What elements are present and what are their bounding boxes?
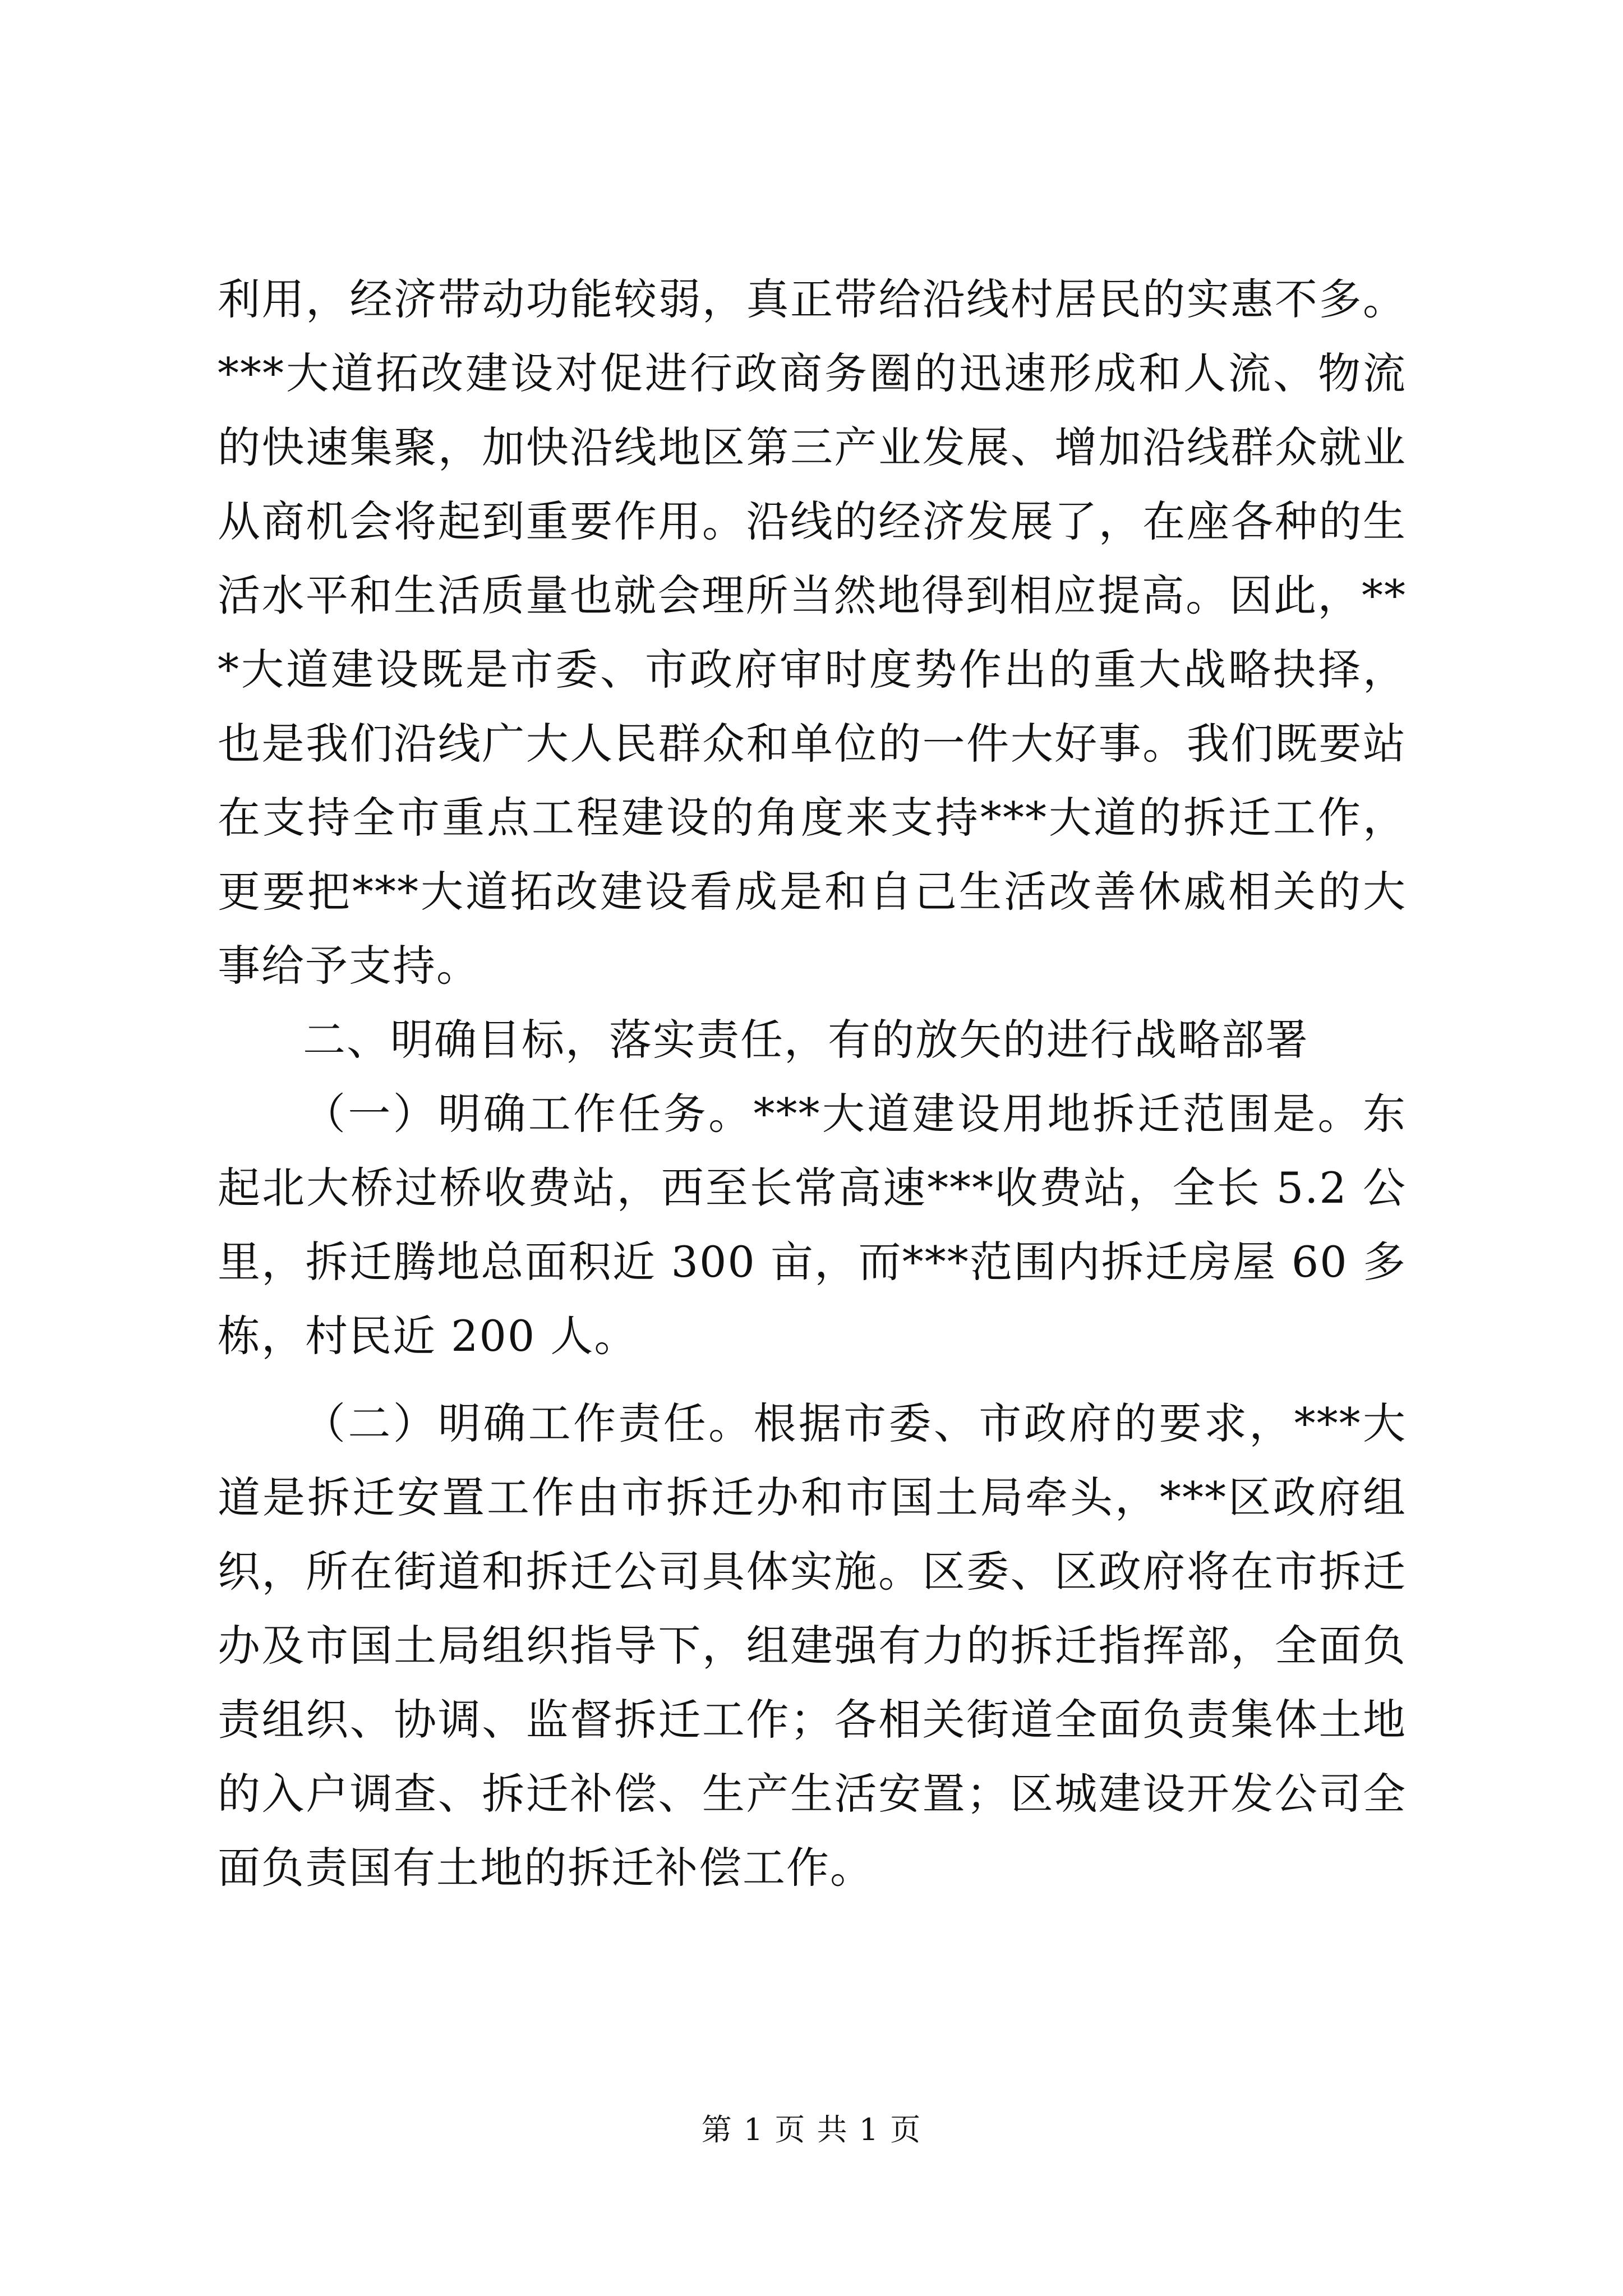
page-footer: 第 1 页 共 1 页 bbox=[701, 2112, 922, 2147]
section-heading-goals: 二、明确目标，落实责任，有的放矢的进行战略部署 bbox=[303, 1015, 1309, 1065]
paragraph-context: 利用，经济带动功能较弱，真正带给沿线村居民的实惠不多。***大道拓改建设对促进行政商务圈的迅速形成和人流、物流的快速集聚，加快沿线地区第三产业发展、增加沿线群众就业从商机会将起到重要作用。沿线的经济发展了，在座各种的生活水平和生活质量也就会理所当然地得到相应提高。因此，***大道建设既是市委、市政府审时度势作出的重大战略抉择，也是我们沿线广大人民群众和单位的一件大好事。我们既要站在支持全市重点工程建设的角度来支持***大道的拆迁工作，更要把***大道拓改建设看成是和自己生活改善休戚相关的大事给予支持。 bbox=[218, 274, 1407, 991]
paragraph-responsibility: （二）明确工作责任。根据市委、市政府的要求，***大道是拆迁安置工作由市拆迁办和市国土局牵头，***区政府组织，所在街道和拆迁公司具体实施。区委、区政府将在市拆迁办及市国土局组织指导下，组建强有力的拆迁指挥部，全面负责组织、协调、监督拆迁工作；各相关街道全面负责集体土地的入户调查、拆迁补偿、生产生活安置；区城建设开发公司全面负责国有土地的拆迁补偿工作。 bbox=[218, 1398, 1407, 1893]
paragraph-task: （一）明确工作任务。***大道建设用地拆迁范围是。东起北大桥过桥收费站，西至长常高速***收费站，全长 5.2 公里，拆迁腾地总面积近 300 亩，而***范围内拆迁房屋 60 多栋，村民近 200 人。 bbox=[218, 1089, 1407, 1361]
document-body bbox=[218, 263, 1407, 1905]
